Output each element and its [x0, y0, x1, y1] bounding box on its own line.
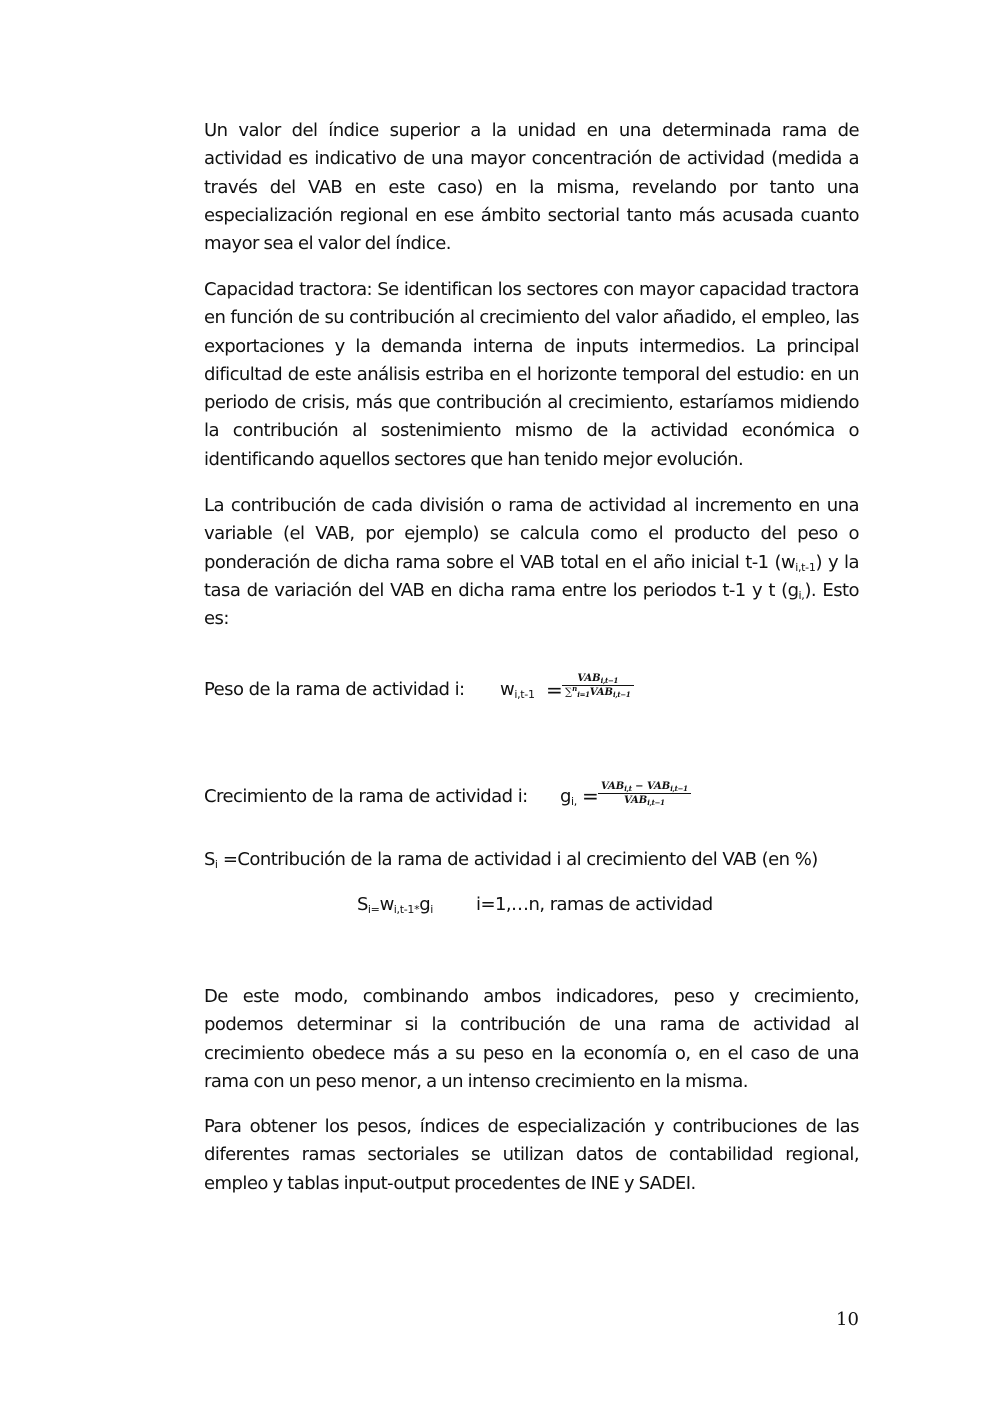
- sigma-sub: i=1: [577, 690, 590, 699]
- growth-formula-label: Crecimiento de la rama de actividad i:: [204, 786, 528, 807]
- paragraph-specialization-index: Un valor del índice superior a la unidad en una determinada rama de actividad es indicativo de una mayor concentración de actividad (medida a través del VAB en este caso) en la misma, revelando por tanto una especialización regional en ese ámbito sectorial tanto más acusada cuanto mayor sea el valor del índice.: [204, 120, 859, 255]
- w-subscript: i,t-1: [393, 903, 415, 916]
- paragraph-data-sources: Para obtener los pesos, índices de especialización y contribuciones de las diferentes ramas sectoriales se utilizan datos de contabilidad regional, empleo y tablas input-output procedentes de INE y SADEI.: [204, 1116, 859, 1194]
- times-sign: *: [414, 903, 420, 916]
- weight-den-vab: VAB: [589, 687, 613, 698]
- weight-formula-label: Peso de la rama de actividad i:: [204, 679, 465, 700]
- g-symbol: g: [419, 894, 431, 915]
- weight-num-vab: VAB: [577, 673, 601, 684]
- growth-num-vab-a: VAB: [601, 781, 625, 792]
- paragraph-capacidad-tractora: Capacidad tractora: Se identifican los sectores con mayor capacidad tractora en función de su contribución al crecimiento del valor añadido, el empleo, las exportaciones y la demanda interna de inputs intermedios. La principal dificultad de este análisis estriba en el horizonte temporal del estudio: en un periodo de crisis, más que contribución al crecimiento, estaríamos midiendo la contribución al sostenimiento mismo de la actividad económica o identificando aquellos sectores que han tenido mejor evolución.: [204, 279, 859, 470]
- growth-num-vab-b: VAB: [646, 781, 671, 792]
- sigma-symbol: ∑: [565, 687, 573, 698]
- paragraph-combination: De este modo, combinando ambos indicadores, peso y crecimiento, podemos determinar si la contribución de una rama de actividad al crecimiento obedece más a su peso en la economía o, en el caso de una rama con un peso menor, a un intenso crecimiento en la misma.: [204, 986, 859, 1092]
- paragraph-contribution-method: [204, 492, 859, 633]
- weight-fraction: [562, 673, 634, 698]
- growth-num-a-sub: i,t: [624, 784, 632, 793]
- index-range-text: i=1,…n, ramas de actividad: [476, 894, 713, 915]
- weight-den-sub: i,t−1: [612, 690, 631, 699]
- growth-num-b-sub: i,t−1: [670, 784, 688, 793]
- g-subscript: i: [430, 903, 433, 916]
- minus-sign: −: [631, 781, 647, 792]
- contribution-subscript: i: [214, 858, 218, 871]
- page-number: 10: [836, 1309, 859, 1330]
- s-symbol: S: [357, 894, 368, 915]
- growth-formula-lhs: [560, 786, 577, 807]
- paragraph-text: ). Esto es:: [204, 579, 859, 630]
- weight-equals-sign: =: [546, 678, 563, 702]
- growth-equals-sign: =: [582, 784, 599, 808]
- weight-symbol: w: [500, 679, 515, 700]
- contribution-definition: [204, 849, 818, 870]
- growth-den-sub: i,t−1: [647, 798, 665, 807]
- sigma-sup: n: [572, 684, 578, 693]
- weight-numerator: [562, 673, 634, 684]
- contribution-symbol: S: [204, 849, 215, 870]
- weight-denominator: [562, 684, 634, 699]
- paragraph-text: ) y la tasa de variación del VAB en dicha rama entre los periodos t-1 y t (g: [204, 551, 859, 601]
- subscript: i,: [798, 588, 805, 602]
- growth-symbol: g: [560, 786, 572, 807]
- contribution-product-formula: [357, 894, 433, 915]
- growth-numerator: [598, 781, 691, 792]
- weight-num-sub: i,t−1: [600, 676, 619, 685]
- w-symbol: w: [379, 894, 394, 915]
- subscript: i,t-1: [795, 560, 816, 574]
- growth-subscript: i,: [571, 795, 577, 808]
- contribution-text: =Contribución de la rama de actividad i al crecimiento del VAB (en %): [217, 849, 818, 870]
- paragraph-text: La contribución de cada división o rama de actividad al incremento en una variable (el VAB, por ejemplo) se calcula como el producto del peso o ponderación de dicha rama sobre el VAB total en el año inicial t-1 (w: [204, 495, 859, 573]
- weight-subscript: i,t-1: [514, 688, 535, 701]
- growth-fraction: [598, 781, 691, 806]
- growth-denominator: [598, 795, 691, 806]
- growth-den-vab: VAB: [623, 795, 648, 806]
- weight-formula-lhs: [500, 679, 535, 700]
- fraction-bar: [598, 793, 691, 794]
- s-subscript: i=: [367, 903, 380, 916]
